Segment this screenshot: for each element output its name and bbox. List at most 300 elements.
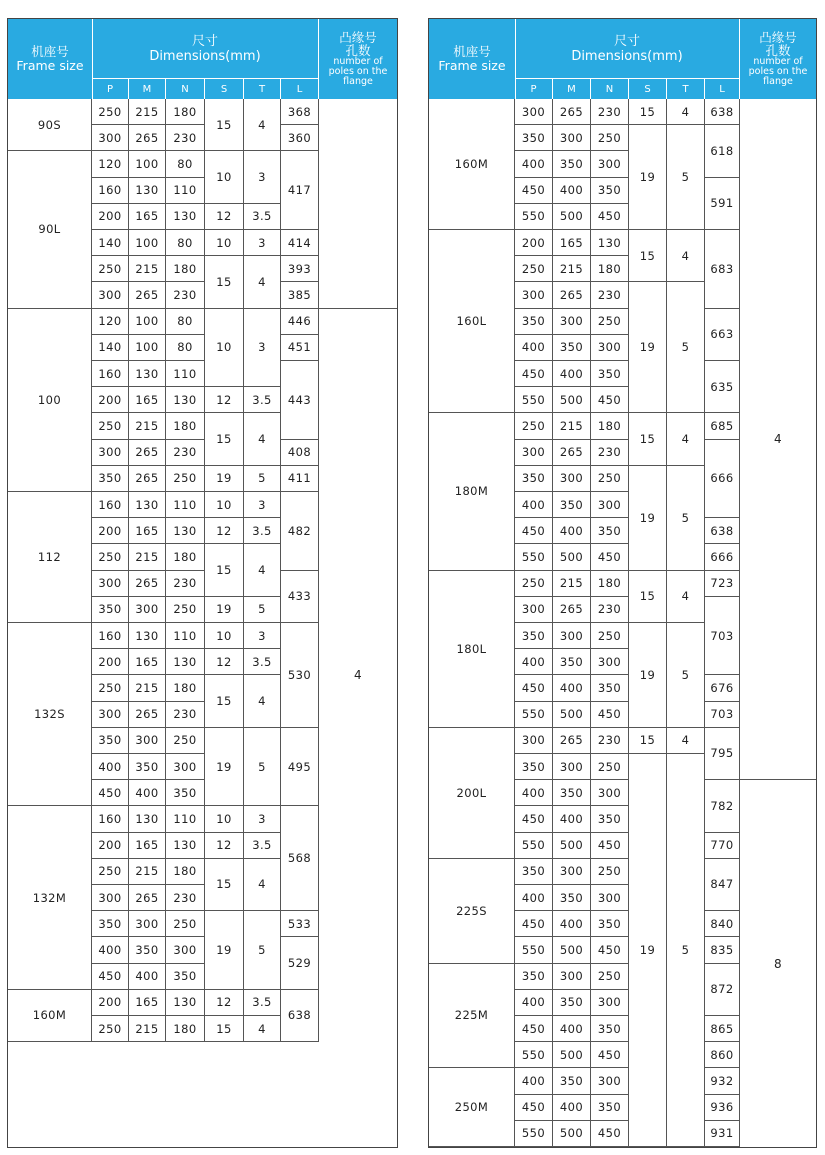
- cell-p: 550: [515, 544, 553, 570]
- cell-s: 12: [205, 204, 244, 230]
- cell-l: 443: [281, 361, 319, 440]
- cell-p: 450: [92, 964, 129, 990]
- cell-n: 180: [166, 675, 205, 701]
- cell-n: 350: [591, 911, 629, 937]
- cell-s: 12: [205, 649, 244, 675]
- cell-p: 300: [515, 99, 553, 125]
- cell-p: 160: [92, 361, 129, 387]
- flange-poles-header-cn2: 孔数: [345, 43, 371, 58]
- cell-m: 265: [129, 440, 166, 466]
- cell-m: 265: [553, 728, 591, 754]
- cell-p: 250: [92, 99, 129, 125]
- flange-poles-cell: 4: [740, 99, 816, 780]
- cell-t: 3.5: [244, 204, 281, 230]
- cell-m: 500: [553, 937, 591, 963]
- cell-n: 110: [166, 806, 205, 832]
- cell-n: 110: [166, 361, 205, 387]
- cell-l: 529: [281, 937, 319, 989]
- cell-m: 400: [129, 964, 166, 990]
- frame-size-cell: 200L: [429, 728, 515, 859]
- column-header-t: T: [667, 79, 705, 99]
- cell-t: 4: [244, 256, 281, 308]
- cell-t: 3: [244, 309, 281, 388]
- cell-m: 300: [553, 466, 591, 492]
- table-header: [8, 19, 397, 99]
- cell-p: 400: [92, 937, 129, 963]
- cell-l: 676: [705, 675, 740, 701]
- cell-p: 400: [515, 1068, 553, 1094]
- cell-p: 550: [515, 833, 553, 859]
- cell-n: 250: [591, 623, 629, 649]
- dimensions-header-en: Dimensions(mm): [149, 48, 261, 64]
- frame-size-cell: 100: [8, 309, 92, 492]
- cell-s: 15: [205, 1016, 244, 1042]
- cell-s: 15: [205, 544, 244, 596]
- cell-l: 872: [705, 964, 740, 1016]
- cell-p: 400: [515, 990, 553, 1016]
- cell-p: 350: [515, 466, 553, 492]
- frame-size-cell: 132M: [8, 806, 92, 989]
- cell-s: 19: [629, 282, 667, 413]
- cell-p: 300: [515, 282, 553, 308]
- cell-t: 3: [244, 492, 281, 518]
- cell-p: 160: [92, 623, 129, 649]
- cell-m: 265: [553, 597, 591, 623]
- cell-s: 15: [629, 571, 667, 623]
- cell-p: 200: [92, 387, 129, 413]
- cell-m: 215: [129, 413, 166, 439]
- cell-t: 3: [244, 230, 281, 256]
- frame-size-cell: 180L: [429, 571, 515, 728]
- frame-size-cell: 225S: [429, 859, 515, 964]
- cell-t: 5: [667, 623, 705, 728]
- cell-l: 865: [705, 1016, 740, 1042]
- cell-m: 130: [129, 806, 166, 832]
- cell-p: 250: [92, 1016, 129, 1042]
- cell-t: 5: [244, 466, 281, 492]
- cell-p: 400: [515, 151, 553, 177]
- column-header-m: M: [129, 79, 166, 99]
- cell-m: 350: [553, 1068, 591, 1094]
- cell-p: 300: [92, 440, 129, 466]
- cell-l: 433: [281, 571, 319, 623]
- cell-n: 450: [591, 1121, 629, 1147]
- cell-l: 635: [705, 361, 740, 413]
- cell-p: 400: [515, 649, 553, 675]
- cell-t: 5: [667, 466, 705, 571]
- cell-l: 795: [705, 728, 740, 780]
- cell-s: 15: [629, 728, 667, 754]
- column-header-p: P: [515, 79, 553, 99]
- cell-s: 15: [205, 99, 244, 151]
- cell-n: 130: [166, 387, 205, 413]
- flange-poles-cell: 8: [773, 956, 783, 971]
- cell-p: 450: [515, 806, 553, 832]
- cell-m: 400: [553, 675, 591, 701]
- cell-m: 300: [553, 859, 591, 885]
- cell-l: 591: [705, 178, 740, 230]
- cell-p: 200: [92, 990, 129, 1016]
- frame-size-cell: 160M: [8, 990, 92, 1042]
- cell-t: 4: [244, 1016, 281, 1042]
- cell-s: 10: [205, 492, 244, 518]
- cell-l: 770: [705, 833, 740, 859]
- cell-m: 265: [553, 282, 591, 308]
- cell-p: 350: [515, 309, 553, 335]
- cell-l: 368: [281, 99, 319, 125]
- cell-s: 10: [205, 230, 244, 256]
- cell-n: 80: [166, 151, 205, 177]
- cell-p: 400: [515, 885, 553, 911]
- cell-p: 550: [515, 1121, 553, 1147]
- cell-p: 160: [92, 492, 129, 518]
- flange-poles-cell: [319, 99, 397, 309]
- cell-t: 5: [667, 125, 705, 230]
- cell-p: 160: [92, 806, 129, 832]
- cell-s: 15: [205, 413, 244, 465]
- cell-s: 15: [629, 99, 667, 125]
- cell-m: 215: [553, 256, 591, 282]
- cell-m: 350: [553, 492, 591, 518]
- cell-n: 230: [166, 571, 205, 597]
- cell-p: 250: [92, 256, 129, 282]
- cell-p: 200: [515, 230, 553, 256]
- cell-s: 15: [629, 413, 667, 465]
- cell-n: 180: [591, 571, 629, 597]
- cell-t: 4: [244, 675, 281, 727]
- cell-n: 250: [591, 964, 629, 990]
- cell-t: 3.5: [244, 387, 281, 413]
- cell-s: 10: [205, 623, 244, 649]
- cell-n: 250: [591, 754, 629, 780]
- cell-n: 300: [591, 649, 629, 675]
- cell-m: 500: [553, 387, 591, 413]
- frame-size-cell: 160L: [429, 230, 515, 413]
- cell-n: 450: [591, 1042, 629, 1068]
- frame-size-cell: 90S: [8, 99, 92, 151]
- cell-n: 300: [591, 1068, 629, 1094]
- cell-n: 230: [591, 282, 629, 308]
- cell-s: 19: [205, 728, 244, 807]
- cell-p: 300: [515, 728, 553, 754]
- cell-t: 3: [244, 806, 281, 832]
- frame-size-header-cn: 机座号: [453, 44, 491, 59]
- cell-n: 300: [591, 335, 629, 361]
- cell-m: 350: [553, 335, 591, 361]
- cell-m: 265: [129, 702, 166, 728]
- cell-n: 230: [591, 728, 629, 754]
- cell-m: 500: [553, 544, 591, 570]
- cell-n: 80: [166, 230, 205, 256]
- cell-n: 450: [591, 833, 629, 859]
- cell-l: 360: [281, 125, 319, 151]
- cell-l: 847: [705, 859, 740, 911]
- cell-t: 4: [667, 728, 705, 754]
- frame-size-cell: 90L: [8, 151, 92, 308]
- flange-poles-header: [319, 19, 397, 99]
- cell-m: 400: [553, 1095, 591, 1121]
- cell-t: 3.5: [244, 990, 281, 1016]
- cell-l: 414: [281, 230, 319, 256]
- cell-n: 300: [166, 937, 205, 963]
- cell-l: 417: [281, 151, 319, 230]
- cell-t: 4: [667, 99, 705, 125]
- cell-n: 130: [166, 204, 205, 230]
- cell-m: 350: [553, 780, 591, 806]
- cell-n: 300: [591, 885, 629, 911]
- cell-n: 230: [591, 99, 629, 125]
- cell-l: 638: [281, 990, 319, 1042]
- column-header-l: L: [705, 79, 740, 99]
- flange-poles-header-en1: number of: [753, 56, 803, 67]
- cell-t: 4: [244, 99, 281, 151]
- cell-p: 450: [515, 1095, 553, 1121]
- cell-l: 835: [705, 937, 740, 963]
- cell-n: 250: [166, 911, 205, 937]
- cell-n: 450: [591, 387, 629, 413]
- cell-n: 230: [166, 125, 205, 151]
- cell-n: 130: [591, 230, 629, 256]
- flange-poles-header-en3: flange: [763, 76, 793, 87]
- cell-p: 550: [515, 387, 553, 413]
- cell-l: 638: [705, 518, 740, 544]
- cell-l: 385: [281, 282, 319, 308]
- dimensions-header-cn: 尺寸: [613, 33, 640, 49]
- dimensions-header-cn: 尺寸: [191, 33, 218, 49]
- cell-n: 130: [166, 649, 205, 675]
- cell-n: 130: [166, 833, 205, 859]
- cell-p: 350: [92, 911, 129, 937]
- cell-m: 350: [553, 885, 591, 911]
- cell-m: 500: [553, 1121, 591, 1147]
- cell-m: 100: [129, 230, 166, 256]
- cell-t: 4: [667, 413, 705, 465]
- cell-n: 350: [591, 1016, 629, 1042]
- cell-m: 165: [129, 204, 166, 230]
- cell-s: 19: [205, 911, 244, 990]
- cell-m: 300: [129, 597, 166, 623]
- cell-m: 300: [129, 728, 166, 754]
- cell-m: 350: [553, 649, 591, 675]
- cell-p: 200: [92, 204, 129, 230]
- cell-l: 931: [705, 1121, 740, 1147]
- cell-p: 250: [92, 544, 129, 570]
- cell-n: 180: [166, 99, 205, 125]
- cell-m: 300: [129, 911, 166, 937]
- cell-n: 80: [166, 335, 205, 361]
- cell-p: 350: [92, 466, 129, 492]
- cell-l: 530: [281, 623, 319, 728]
- cell-n: 450: [591, 204, 629, 230]
- cell-n: 300: [166, 754, 205, 780]
- cell-m: 130: [129, 178, 166, 204]
- cell-l: 482: [281, 492, 319, 571]
- cell-s: 12: [205, 518, 244, 544]
- flange-poles-header-en2: poles on the: [328, 66, 388, 77]
- cell-p: 140: [92, 335, 129, 361]
- cell-l: 782: [705, 780, 740, 832]
- cell-l: 568: [281, 806, 319, 911]
- flange-poles-header-en2: poles on the: [748, 66, 808, 77]
- flange-poles-header-cn2: 孔数: [765, 43, 791, 58]
- cell-m: 215: [129, 1016, 166, 1042]
- cell-s: 15: [205, 675, 244, 727]
- cell-p: 250: [92, 675, 129, 701]
- cell-n: 80: [166, 309, 205, 335]
- cell-m: 215: [553, 413, 591, 439]
- column-header-n: N: [166, 79, 205, 99]
- cell-p: 400: [92, 754, 129, 780]
- cell-l: 638: [705, 99, 740, 125]
- cell-m: 400: [129, 780, 166, 806]
- cell-p: 250: [515, 571, 553, 597]
- column-header-s: S: [205, 79, 244, 99]
- cell-p: 550: [515, 937, 553, 963]
- cell-l: 533: [281, 911, 319, 937]
- cell-m: 500: [553, 833, 591, 859]
- cell-l: 703: [705, 597, 740, 676]
- cell-m: 300: [553, 754, 591, 780]
- cell-s: 15: [205, 859, 244, 911]
- dimensions-header: [515, 19, 740, 79]
- cell-m: 400: [553, 806, 591, 832]
- cell-t: 4: [244, 859, 281, 911]
- cell-p: 300: [92, 282, 129, 308]
- cell-p: 350: [515, 754, 553, 780]
- cell-t: 3.5: [244, 518, 281, 544]
- cell-m: 215: [129, 256, 166, 282]
- cell-t: 5: [244, 728, 281, 807]
- cell-s: 19: [629, 125, 667, 230]
- cell-m: 500: [553, 204, 591, 230]
- cell-n: 110: [166, 623, 205, 649]
- cell-p: 200: [92, 649, 129, 675]
- cell-n: 350: [591, 518, 629, 544]
- cell-n: 130: [166, 518, 205, 544]
- cell-m: 100: [129, 309, 166, 335]
- cell-n: 300: [591, 151, 629, 177]
- cell-n: 180: [166, 859, 205, 885]
- cell-n: 350: [166, 780, 205, 806]
- cell-p: 400: [515, 335, 553, 361]
- cell-p: 350: [92, 597, 129, 623]
- cell-l: 703: [705, 702, 740, 728]
- cell-l: 446: [281, 309, 319, 335]
- cell-l: 723: [705, 571, 740, 597]
- cell-l: 666: [705, 440, 740, 519]
- cell-m: 350: [129, 754, 166, 780]
- frame-size-header-cn: 机座号: [31, 44, 69, 59]
- cell-m: 165: [129, 387, 166, 413]
- cell-n: 230: [591, 597, 629, 623]
- cell-p: 250: [92, 859, 129, 885]
- cell-p: 120: [92, 309, 129, 335]
- cell-n: 180: [591, 413, 629, 439]
- cell-l: 685: [705, 413, 740, 439]
- cell-p: 450: [515, 1016, 553, 1042]
- frame-size-cell: 132S: [8, 623, 92, 806]
- dimensions-header: [92, 19, 319, 79]
- cell-n: 350: [591, 806, 629, 832]
- dimension-table-right: [428, 18, 817, 1148]
- cell-l: 663: [705, 309, 740, 361]
- cell-m: 400: [553, 178, 591, 204]
- cell-p: 300: [515, 440, 553, 466]
- cell-m: 400: [553, 911, 591, 937]
- cell-l: 408: [281, 440, 319, 466]
- cell-m: 130: [129, 492, 166, 518]
- cell-t: 4: [667, 230, 705, 282]
- flange-poles-header-cn1: 凸缘号: [339, 30, 377, 45]
- cell-s: 10: [205, 806, 244, 832]
- cell-m: 215: [129, 99, 166, 125]
- cell-t: 3.5: [244, 649, 281, 675]
- cell-l: 936: [705, 1095, 740, 1121]
- cell-p: 300: [515, 597, 553, 623]
- cell-n: 250: [591, 466, 629, 492]
- cell-p: 450: [515, 361, 553, 387]
- cell-n: 180: [166, 544, 205, 570]
- column-header-t: T: [244, 79, 281, 99]
- cell-n: 180: [166, 1016, 205, 1042]
- cell-p: 450: [515, 518, 553, 544]
- cell-t: 5: [667, 282, 705, 413]
- cell-n: 250: [166, 466, 205, 492]
- cell-p: 400: [515, 492, 553, 518]
- cell-s: 15: [205, 256, 244, 308]
- cell-l: 932: [705, 1068, 740, 1094]
- cell-s: 12: [205, 387, 244, 413]
- cell-t: 3.5: [244, 833, 281, 859]
- flange-poles-header-en3: flange: [343, 76, 373, 87]
- cell-n: 110: [166, 492, 205, 518]
- cell-p: 350: [515, 964, 553, 990]
- cell-p: 450: [515, 675, 553, 701]
- cell-l: 393: [281, 256, 319, 282]
- cell-m: 500: [553, 702, 591, 728]
- cell-t: 3: [244, 151, 281, 203]
- flange-poles-cell: 4: [353, 668, 363, 683]
- cell-n: 230: [166, 440, 205, 466]
- cell-s: 19: [629, 754, 667, 1147]
- frame-size-cell: 225M: [429, 964, 515, 1069]
- cell-p: 300: [92, 702, 129, 728]
- cell-m: 165: [129, 518, 166, 544]
- cell-m: 300: [553, 309, 591, 335]
- cell-p: 550: [515, 204, 553, 230]
- frame-size-cell: 250M: [429, 1068, 515, 1147]
- cell-t: 5: [244, 597, 281, 623]
- column-header-l: L: [281, 79, 319, 99]
- cell-m: 165: [129, 990, 166, 1016]
- cell-m: 100: [129, 151, 166, 177]
- cell-m: 265: [129, 466, 166, 492]
- cell-n: 350: [591, 1095, 629, 1121]
- cell-p: 550: [515, 1042, 553, 1068]
- cell-m: 265: [129, 125, 166, 151]
- cell-p: 250: [515, 256, 553, 282]
- cell-p: 300: [92, 125, 129, 151]
- cell-t: 3: [244, 623, 281, 649]
- cell-p: 350: [92, 728, 129, 754]
- column-header-n: N: [591, 79, 629, 99]
- cell-p: 450: [515, 178, 553, 204]
- frame-size-header-en: Frame size: [438, 58, 506, 73]
- cell-m: 215: [129, 675, 166, 701]
- cell-t: 4: [244, 544, 281, 596]
- cell-n: 350: [591, 361, 629, 387]
- cell-l: 618: [705, 125, 740, 177]
